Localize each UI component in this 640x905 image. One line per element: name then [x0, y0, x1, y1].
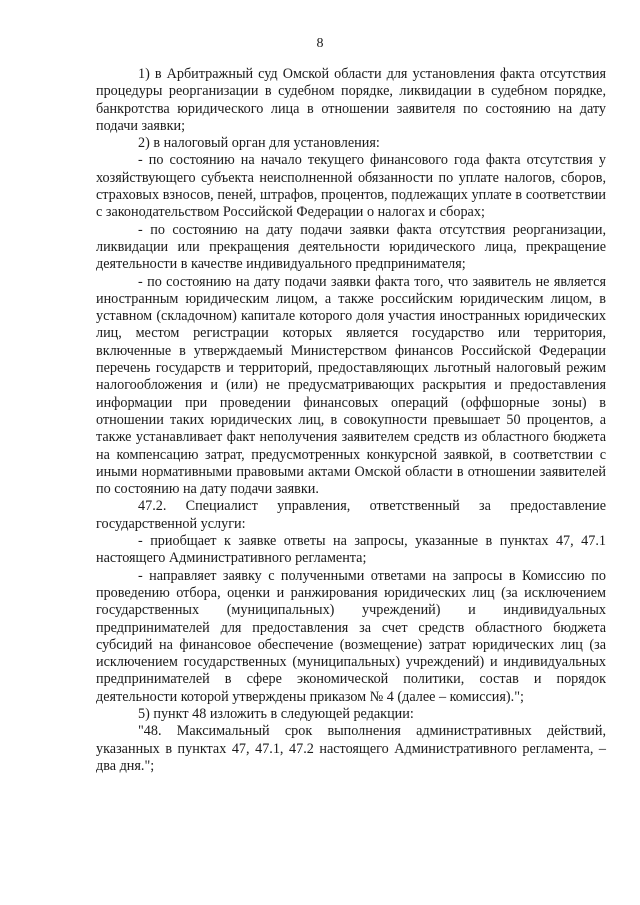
document-body: [96, 66, 606, 775]
paragraph-item-48-edit: 5) пункт 48 изложить в следующей редакции:: [138, 705, 414, 722]
paragraph-attach-answers: - приобщает к заявке ответы на запросы, указанные в пунктах 47, 47.1 настоящего Административного регламента;: [96, 533, 606, 567]
paragraph-reorganization: - по состоянию на дату подачи заявки факта отсутствия реорганизации, ликвидации или прекращения деятельности юридического лица, прекращение деятельности в качестве индивидуального предпринимателя;: [96, 221, 606, 273]
paragraph-foreign-entity: - по состоянию на дату подачи заявки факта того, что заявитель не является иностранным юридическим лицом, а также российским юридическим лицом, в уставном (складочном) капитале которого доля участия иностранных юридических лиц, местом регистрации которых является государство или территория, включенные в утверждаемый Министерством финансов Российской Федерации перечень государств и территорий, предоставляющих льготный налоговый режим налогообложения и (или) не предусматривающих раскрытия и предоставления информации при проведении финансовых операций (оффшорные зоны) в отношении таких юридических лиц, в совокупности превышает 50 процентов, а также устанавливает факт неполучения заявителем средств из областного бюджета на компенсацию затрат, предусмотренных конкурсной заявкой, в соответствии с иными нормативными правовыми актами Омской области в отношении заявителей по состоянию на дату подачи заявки.: [96, 273, 606, 498]
page-number: 8: [316, 36, 324, 51]
paragraph-arbitration-court: 1) в Арбитражный суд Омской области для установления факта отсутствия процедуры реорганизации в судебном порядке, ликвидации в судебном порядке, банкротства юридического лица в отношении заявителя по состоянию на дату подачи заявки;: [96, 66, 606, 134]
paragraph-47-2: 47.2. Специалист управления, ответственный за предоставление государственной услуги:: [96, 498, 606, 532]
paragraph-item-48-text: "48. Максимальный срок выполнения административных действий, указанных в пунктах 47, 47.1, 47.2 настоящего Административного регламента, – два дня.";: [96, 723, 606, 774]
paragraph-tax-debt: - по состоянию на начало текущего финансового года факта отсутствия у хозяйствующего субъекта неисполненной обязанности по уплате налогов, сборов, страховых взносов, пеней, штрафов, процентов, подлежащих уплате в соответствии с законодательством Российской Федерации о налогах и сборах;: [96, 152, 606, 221]
paragraph-send-to-commission: - направляет заявку с полученными ответами на запросы в Комиссию по проведению отбора, оценки и ранжирования юридических лиц (за исключением государственных (муниципальных) учреждений) и индивидуальных предпринимателей для предоставления за счет средств областного бюджета субсидий на финансовое обеспечение (возмещение) затрат юридических лиц (за исключением государственных (муниципальных) учреждений) и индивидуальных предпринимателей в сфере экономической политики, состав и порядок деятельности которой утверждены приказом № 4 (далее – комиссия).";: [96, 567, 606, 705]
paragraph-tax-authority: 2) в налоговый орган для установления:: [138, 135, 380, 152]
